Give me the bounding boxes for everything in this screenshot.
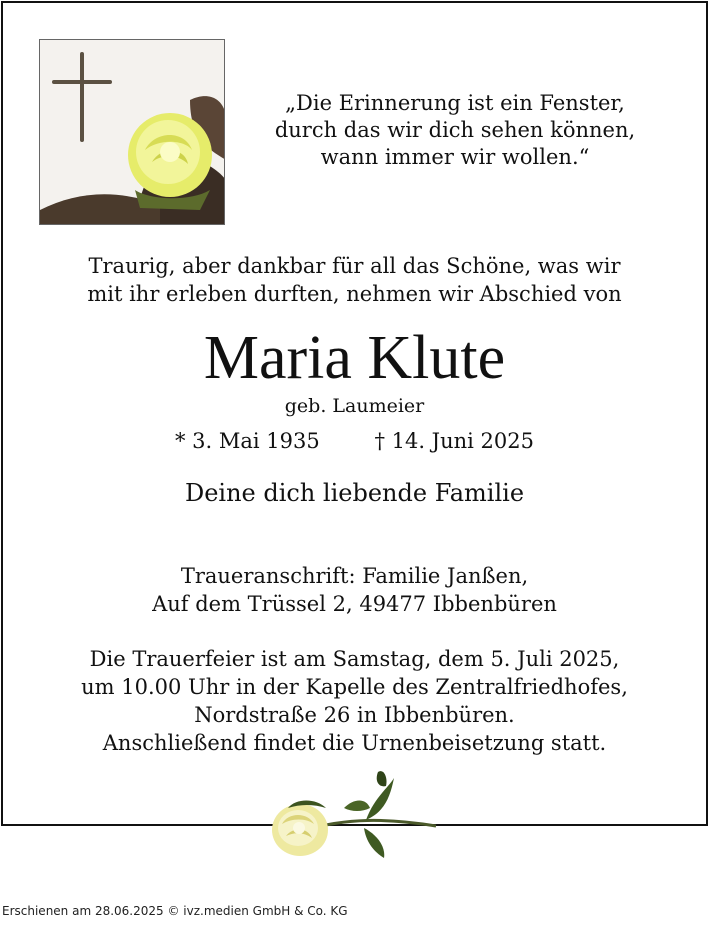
quote-line: wann immer wir wollen.“ [320,145,590,169]
cross-and-yellow-rose-icon [39,39,225,225]
birth-name: geb. Laumeier [284,395,425,417]
intro-line: Traurig, aber dankbar für all das Schöne, was wir [88,254,621,278]
ceremony-line: Die Trauerfeier ist am Samstag, dem 5. Juli 2025, [89,647,620,671]
quote-line: „Die Erinnerung ist ein Fenster, [285,91,625,115]
memorial-quote [250,90,660,171]
publication-footer: Erschienen am 28.06.2025 © ivz.medien GmbH & Co. KG [2,904,348,918]
mourning-address [0,562,709,618]
quote-line: durch das wir dich sehen können, [274,118,636,142]
address-line: Auf dem Trüssel 2, 49477 Ibbenbüren [152,592,557,616]
funeral-info [0,645,709,757]
ceremony-line: Anschließend findet die Urnenbeisetzung statt. [102,731,607,755]
birth-date: * 3. Mai 1935 [175,429,320,453]
deceased-name: Maria Klute [203,324,506,392]
intro-text [0,252,709,308]
ceremony-line: Nordstraße 26 in Ibbenbüren. [194,703,515,727]
address-line: Traueranschrift: Familie Janßen, [180,564,529,588]
intro-line: mit ihr erleben durften, nehmen wir Abschied von [87,282,622,306]
single-rose-icon [266,768,444,864]
death-date: † 14. Juni 2025 [374,429,534,453]
family-signature: Deine dich liebende Familie [184,479,525,507]
ceremony-line: um 10.00 Uhr in der Kapelle des Zentralfriedhofes, [81,675,628,699]
life-dates [0,428,709,454]
